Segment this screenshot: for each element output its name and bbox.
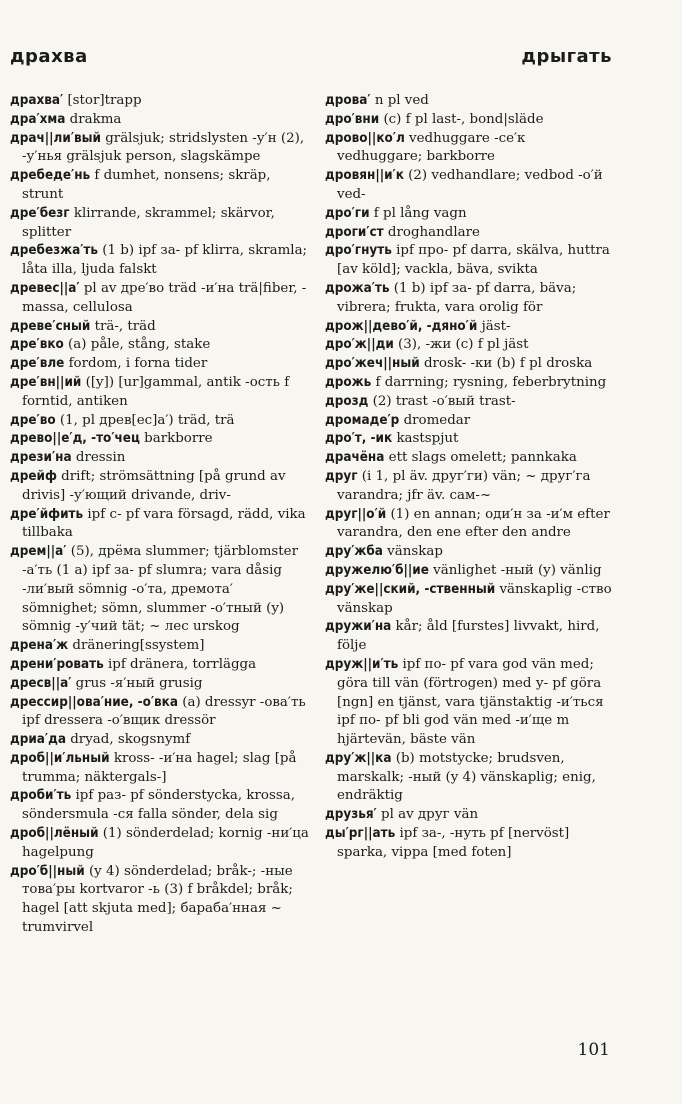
dictionary-entry — [325, 242, 613, 280]
headword: друг — [325, 468, 358, 484]
definition: f darrning; rysning, feberbrytning — [371, 374, 607, 390]
dictionary-entry — [10, 111, 310, 130]
definition: ett slags omelett; pannkaka — [384, 450, 577, 466]
definition: (1 b) ipf за- pf klirra, skramla; låta illa, ljuda falskt — [22, 243, 308, 278]
headword: дрези′на — [10, 450, 72, 466]
headword: дрессир||ова′ние, -о′вка — [10, 694, 178, 710]
definition: grälsjuk; stridslysten -у′н (2), -у′нья grälsjuk person, slagskämpe — [22, 130, 305, 165]
running-head-left: драхва — [10, 46, 88, 67]
definition: (1) en annan; оди′н за -и′м efter varandra, den ene efter den andre — [337, 506, 610, 541]
definition: ipf с- pf vara försagd, rädd, vika tillbaka — [22, 506, 306, 541]
definition: ipf по- pf vara god vän med; göra till vän (förtrogen) med у- pf göra [ngn] en tjänst, vara tjänstaktig -и′ться ipf по- pf bli god vän med -и′ще m hjärtevän, bäste vän — [337, 656, 604, 748]
headword: дрова′ — [325, 93, 371, 108]
definition: (y 4) sönderdelad; bråk-; -ные това′ры kortvaror -ь (3) f bråkdel; bråk; hagel [att skjuta med]; бараба′нная ~ trumvirvel — [22, 863, 293, 936]
headword: дре′во — [10, 412, 56, 428]
definition: (a) dressyr -ова′ть ipf dressera -о′вщик dressör — [22, 694, 306, 729]
headword: дре′безг — [10, 205, 70, 221]
definition: f dumhet, nonsens; skräp, strunt — [22, 168, 271, 202]
running-head-right: дрыгать — [521, 46, 612, 67]
definition: f pl lång vagn — [369, 205, 467, 221]
definition: drakma — [65, 111, 122, 127]
headword: драхва′ — [10, 93, 64, 108]
definition: droghandlare — [383, 224, 480, 240]
dictionary-entry — [10, 92, 310, 111]
headword: дребеде′нь — [10, 168, 91, 184]
definition: (2) trast -о′вый trast- — [368, 393, 516, 409]
dictionary-entry — [325, 750, 613, 806]
headword: дромаде′р — [325, 412, 400, 428]
dictionary-entry — [325, 167, 613, 205]
headword: дро′ж||ди — [325, 337, 394, 353]
headword: дрена′ж — [10, 638, 69, 654]
dictionary-entry — [10, 336, 310, 355]
definition: grus -я′ный grusig — [71, 675, 203, 691]
headword: дровян||и′к — [325, 168, 404, 184]
definition: barkborre — [139, 431, 213, 447]
definition: (1) sönderdelad; kornig -ни′ца hagelpung — [22, 826, 309, 860]
headword: дро′т, -ик — [325, 431, 393, 447]
definition: (1 b) ipf за- pf darra, bäva; vibrera; frukta, vara orolig för — [337, 280, 577, 315]
dictionary-entry — [10, 731, 310, 750]
headword: дро′жеч||ный — [325, 356, 420, 372]
dictionary-entry — [325, 130, 613, 168]
dictionary-entry — [325, 806, 613, 825]
headword: дроб||и′льный — [10, 750, 110, 766]
dictionary-entry — [10, 506, 310, 544]
definition: vedhuggare -се′к vedhuggare; barkborre — [337, 130, 526, 165]
definition: dryad, skogsnymf — [65, 732, 191, 748]
dictionary-entry — [10, 374, 310, 412]
dictionary-entry — [10, 449, 310, 468]
headword: ды′рг||ать — [325, 826, 396, 842]
headword: дребезжа′ть — [10, 243, 99, 259]
headword: дре′вко — [10, 337, 64, 353]
page-number: 101 — [577, 1040, 610, 1060]
definition: vänskaplig -ство vänskap — [337, 581, 612, 616]
headword: дра′хма — [10, 111, 66, 127]
definition: ([y]) [ur]gammal, antik -ость f forntid, antiken — [22, 374, 290, 409]
definition: kross- -и′на hagel; slag [på trumma; näktergals-] — [22, 750, 297, 785]
dictionary-entry — [10, 318, 310, 337]
dictionary-entry — [325, 581, 613, 619]
headword: дрем||а′ — [10, 544, 67, 560]
definition: trä-, träd — [90, 318, 156, 334]
dictionary-entry — [325, 355, 613, 374]
headword: древо||е′д, -то′чец — [10, 431, 140, 447]
dictionary-entry — [325, 430, 613, 449]
headword: дриа′да — [10, 732, 66, 748]
dictionary-entry — [325, 412, 613, 431]
dictionary-entry — [325, 393, 613, 412]
definition: drosk- -ки (b) f pl droska — [419, 356, 593, 372]
dictionary-entry — [325, 280, 613, 318]
definition: pl av дре′во träd -и′на trä|fiber, -massa, cellulosa — [22, 280, 307, 315]
headword: дре′вн||ий — [10, 374, 82, 390]
dictionary-entry — [10, 694, 310, 732]
definition: fordom, i forna tider — [64, 356, 208, 372]
definition: kastspjut — [392, 431, 459, 447]
headword: дрово||ко′л — [325, 130, 405, 146]
dictionary-entry — [10, 130, 310, 168]
dictionary-entry — [10, 412, 310, 431]
headword: дрожь — [325, 374, 372, 390]
dictionary-entry — [10, 543, 310, 637]
definition: (c) f pl last-, bond|släde — [379, 111, 544, 127]
dictionary-entry — [325, 224, 613, 243]
dictionary-entry — [10, 750, 310, 788]
dictionary-entry — [325, 656, 613, 750]
definition: (i 1, pl äv. друг′ги) vän; ~ друг′га varandra; jfr äv. сам-~ — [337, 468, 591, 503]
dictionary-entry — [10, 355, 310, 374]
definition: (5), дрёма slummer; tjärblomster -а′ть (1 a) ipf за- pf slumra; vara dåsig -ли′вый sömnig -о′та, дремота′ sömnighet; sömn, slummer -о′тный (y) sömnig -у′чий tät; ~ лес urskog — [22, 544, 298, 635]
headword: дрож||дево′й, -дяно′й — [325, 318, 478, 334]
headword: драчёна — [325, 450, 385, 466]
headword: дружелю′б||ие — [325, 562, 429, 578]
headword: дру′ж||ка — [325, 750, 392, 766]
dictionary-entry — [325, 618, 613, 656]
dictionary-entry — [325, 318, 613, 337]
dictionary-entry — [325, 543, 613, 562]
dictionary-entry — [325, 92, 613, 111]
headword: дро′б||ный — [10, 863, 85, 879]
dictionary-entry — [10, 205, 310, 243]
definition: (3), -жи (c) f pl jäst — [393, 337, 529, 353]
definition: ipf раз- pf sönderstycka, krossa, söndersmula -ся falla sönder, dela sig — [22, 788, 295, 823]
dictionary-entry — [10, 280, 310, 318]
dictionary-entry — [325, 205, 613, 224]
dictionary-entry — [10, 863, 310, 938]
definition: ipf за-, -нуть pf [nervöst] sparka, vippa [med foten] — [337, 826, 570, 860]
definition: dressin — [71, 450, 126, 466]
headword: дрожа′ть — [325, 280, 390, 296]
headword: древес||а′ — [10, 280, 80, 296]
headword: друг||о′й — [325, 506, 387, 522]
definition: vänlighet -ный (y) vänlig — [428, 562, 602, 578]
definition: dränering[ssystem] — [68, 638, 205, 654]
headword: дре′вле — [10, 356, 65, 372]
headword: дрени′ровать — [10, 656, 104, 672]
dictionary-entry — [10, 825, 310, 863]
dictionary-entry — [325, 336, 613, 355]
headword: дро′вни — [325, 111, 380, 127]
headword: дресв||а′ — [10, 675, 72, 691]
dictionary-entry — [325, 506, 613, 544]
definition: n pl ved — [370, 93, 429, 108]
dictionary-entry — [10, 637, 310, 656]
headword: драч||ли′вый — [10, 130, 101, 146]
dictionary-entry — [10, 656, 310, 675]
headword: дро′гнуть — [325, 243, 392, 259]
definition: ipf dränera, torrlägga — [103, 656, 257, 672]
headword: дроб||лёный — [10, 826, 99, 842]
definition: (b) motstycke; brudsven, marskalk; -ный (y 4) vänskaplig; enig, endräktig — [337, 750, 596, 804]
definition: klirrande, skrammel; skärvor, splitter — [22, 205, 275, 240]
definition: kår; åld [furstes] livvakt, hird, följe — [337, 619, 600, 654]
left-column — [10, 92, 310, 938]
definition: dromedar — [399, 412, 471, 428]
headword: друзья′ — [325, 807, 377, 823]
headword: дру′же||ский, -ственный — [325, 581, 496, 597]
definition: pl av друг vän — [376, 807, 479, 823]
dictionary-entry — [10, 430, 310, 449]
definition: (1, pl древ[ес]а′) träd, trä — [55, 412, 235, 428]
dictionary-entry — [325, 825, 613, 863]
dictionary-entry — [325, 449, 613, 468]
headword: дре′йфить — [10, 506, 84, 522]
dictionary-entry — [325, 562, 613, 581]
definition: drift; strömsättning [på grund av drivis] -у′ющий drivande, driv- — [22, 468, 286, 503]
dictionary-entry — [10, 787, 310, 825]
dictionary-entry — [325, 468, 613, 506]
headword: дроби′ть — [10, 788, 72, 804]
definition: ipf про- pf darra, skälva, huttra [av köld]; vackla, bäva, svikta — [337, 243, 610, 278]
headword: дру′жба — [325, 544, 383, 560]
headword: дружи′на — [325, 619, 392, 635]
right-column — [325, 92, 613, 863]
definition: vänskap — [382, 544, 443, 560]
definition: [stor]trapp — [63, 93, 142, 108]
definition: (2) vedhandlare; vedbod -о′й ved- — [337, 168, 603, 202]
headword: дро′ги — [325, 205, 370, 221]
definition: jäst- — [477, 318, 511, 334]
definition: (a) påle, stång, stake — [63, 337, 211, 353]
dictionary-entry — [325, 111, 613, 130]
dictionary-entry — [10, 167, 310, 205]
dictionary-entry — [10, 675, 310, 694]
headword: друж||и′ть — [325, 656, 399, 672]
headword: дроги′ст — [325, 224, 384, 240]
headword: дрейф — [10, 468, 57, 484]
headword: древе′сный — [10, 318, 91, 334]
headword: дрозд — [325, 393, 369, 409]
dictionary-entry — [10, 468, 310, 506]
dictionary-entry — [10, 242, 310, 280]
dictionary-entry — [325, 374, 613, 393]
